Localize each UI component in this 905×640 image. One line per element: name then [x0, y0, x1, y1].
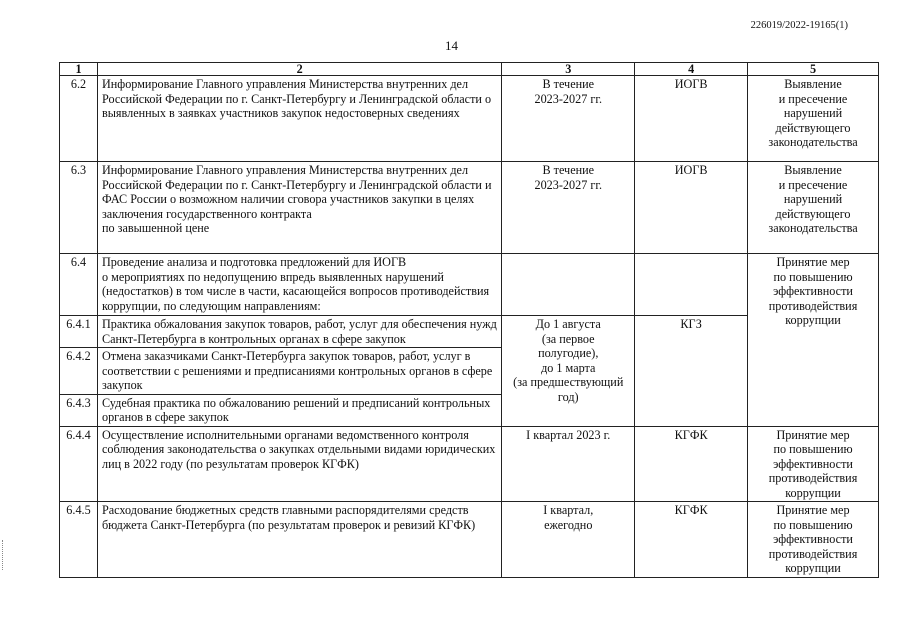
measures-table [59, 62, 879, 578]
result-cell: Выявление и пресечение нарушений действующего законодательства [748, 162, 879, 254]
term-cell: I квартал 2023 г. [502, 426, 635, 502]
document-number: 226019/2022-19165(1) [750, 20, 848, 31]
table-row [60, 162, 879, 254]
measure-text: Отмена заказчиками Санкт-Петербурга закупок товаров, работ, услуг в соответствии с решениями и предписаниями контрольных органов в сфере закупок [97, 348, 501, 395]
table-row [60, 254, 879, 316]
header-cell-1: 1 [60, 63, 98, 76]
measure-text: Проведение анализа и подготовка предложений для ИОГВ о мероприятиях по недопущению впредь выявленных нарушений (недостатков) в том числе в части, касающейся вопросов противодействия коррупции, по следующим направлениям: [97, 254, 501, 316]
executor-cell: КГФК [635, 426, 748, 502]
term-cell: I квартал, ежегодно [502, 502, 635, 578]
row-number: 6.4.3 [60, 394, 98, 426]
measure-text: Информирование Главного управления Министерства внутренних дел Российской Федерации по г. Санкт-Петербургу и Ленинградской области о выявленных в заявках участников закупок недостоверных сведениях [97, 76, 501, 162]
measure-text: Осуществление исполнительными органами ведомственного контроля соблюдения законодательства о закупках отдельными видами юридических лиц в 2022 году (по результатам проверок КГФК) [97, 426, 501, 502]
executor-cell: КГФК [635, 502, 748, 578]
header-cell-2: 2 [97, 63, 501, 76]
result-cell: Выявление и пресечение нарушений действующего законодательства [748, 76, 879, 162]
header-cell-3: 3 [502, 63, 635, 76]
row-number: 6.4.2 [60, 348, 98, 395]
measure-text: Практика обжалования закупок товаров, работ, услуг для обеспечения нужд Санкт-Петербурга в контрольных органах в сфере закупок [97, 316, 501, 348]
row-number: 6.4.5 [60, 502, 98, 578]
term-cell: В течение 2023-2027 гг. [502, 162, 635, 254]
table-row [60, 502, 879, 578]
margin-mark [2, 540, 6, 570]
term-cell: В течение 2023-2027 гг. [502, 76, 635, 162]
measure-text: Судебная практика по обжалованию решений и предписаний контрольных органов в сфере закупок [97, 394, 501, 426]
executor-cell: ИОГВ [635, 162, 748, 254]
table-header-row [60, 63, 879, 76]
measure-text: Расходование бюджетных средств главными распорядителями средств бюджета Санкт-Петербурга (по результатам проверок и ревизий КГФК) [97, 502, 501, 578]
row-number: 6.2 [60, 76, 98, 162]
term-cell [502, 254, 635, 316]
executor-cell: ИОГВ [635, 76, 748, 162]
row-number: 6.4.4 [60, 426, 98, 502]
row-number: 6.4.1 [60, 316, 98, 348]
result-cell: Принятие мер по повышению эффективности противодействия коррупции [748, 426, 879, 502]
row-number: 6.4 [60, 254, 98, 316]
page-number: 14 [445, 38, 458, 53]
row-number: 6.3 [60, 162, 98, 254]
executor-cell [635, 254, 748, 316]
header-cell-5: 5 [748, 63, 879, 76]
executor-cell: КГЗ [635, 316, 748, 427]
term-cell: До 1 августа (за первое полугодие), до 1 марта (за предшествующий год) [502, 316, 635, 427]
measure-text: Информирование Главного управления Министерства внутренних дел Российской Федерации по г. Санкт-Петербургу и Ленинградской области и ФАС России о возможном наличии сговора участников закупки в целях заключения государственного контракта по завышенной цене [97, 162, 501, 254]
table-row [60, 76, 879, 162]
result-cell: Принятие мер по повышению эффективности противодействия коррупции [748, 254, 879, 427]
result-cell: Принятие мер по повышению эффективности противодействия коррупции [748, 502, 879, 578]
header-cell-4: 4 [635, 63, 748, 76]
table-row [60, 426, 879, 502]
